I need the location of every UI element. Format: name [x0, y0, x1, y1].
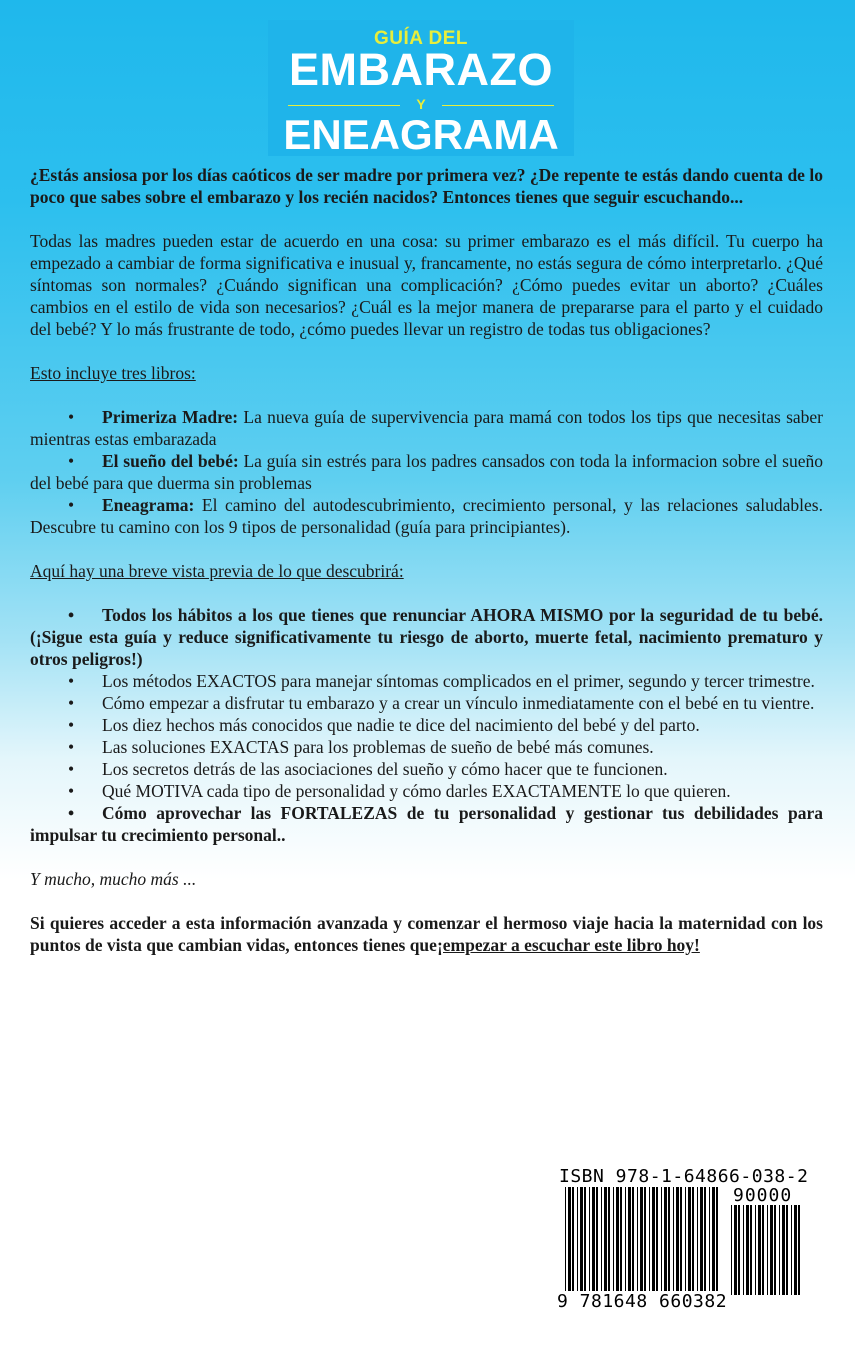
- barcode-bar: [731, 1205, 732, 1295]
- barcode-bar: [637, 1187, 638, 1295]
- barcode-bar: [738, 1205, 740, 1295]
- barcode-bar: [685, 1187, 686, 1295]
- barcode-bar: [716, 1187, 718, 1295]
- bullet-glyph: •: [68, 451, 75, 471]
- bullet-glyph: •: [68, 671, 75, 691]
- barcode-bar: [616, 1187, 619, 1295]
- barcode-bar: [697, 1187, 698, 1295]
- books-list: [30, 406, 823, 538]
- bullet-glyph: •: [68, 715, 75, 735]
- barcode-bar: [786, 1205, 788, 1295]
- logo-connector: [288, 98, 554, 112]
- book-description: La nueva guía de supervivencia para mamá con todos los tips que necesitas saber mientras estas embarazada: [30, 407, 823, 449]
- barcode-bar: [712, 1187, 715, 1295]
- barcode-bar: [755, 1205, 756, 1295]
- logo-rule-right: [442, 105, 554, 106]
- barcode-bar: [628, 1187, 631, 1295]
- isbn-barcode: [553, 1163, 810, 1315]
- barcode-bar: [762, 1205, 764, 1295]
- preview-item-text: Los diez hechos más conocidos que nadie te dice del nacimiento del bebé y del parto.: [102, 715, 700, 735]
- barcode-bar: [613, 1187, 614, 1295]
- barcode-bar: [791, 1205, 792, 1295]
- list-item: [30, 450, 823, 494]
- preview-item-text: Cómo empezar a disfrutar tu embarazo y a crear un vínculo inmediatamente con el bebé en tu vientre.: [102, 693, 815, 713]
- price-code: 90000: [733, 1185, 793, 1206]
- list-item: [30, 780, 823, 802]
- barcode-bar: [782, 1205, 785, 1295]
- logo-connector-y: Y: [416, 96, 426, 112]
- barcode-bar: [632, 1187, 634, 1295]
- barcode-bar: [620, 1187, 622, 1295]
- logo-line-guia: GUÍA DEL: [373, 28, 469, 49]
- preview-item-text: Las soluciones EXACTAS para los problemas de sueño de bebé más comunes.: [102, 737, 654, 757]
- barcode-bar: [652, 1187, 655, 1295]
- barcode-bar: [779, 1205, 780, 1295]
- barcode-bar: [565, 1187, 566, 1295]
- list-item: [30, 406, 823, 450]
- barcode-bar: [673, 1187, 674, 1295]
- bullet-glyph: •: [68, 737, 75, 757]
- barcode-bar: [640, 1187, 643, 1295]
- barcode-bar: [604, 1187, 607, 1295]
- barcode-bar: [668, 1187, 670, 1295]
- closing-paragraph: [30, 912, 823, 956]
- list-item: [30, 494, 823, 538]
- barcode-bar: [649, 1187, 650, 1295]
- bullet-glyph: •: [68, 803, 75, 823]
- barcode-bar: [584, 1187, 586, 1295]
- book-title: Eneagrama:: [102, 495, 195, 515]
- closing-text: Si quieres acceder a esta información avanzada y comenzar el hermoso viaje hacia la maternidad con los puntos de vista que cambian vidas, entonces tienes que: [30, 913, 823, 955]
- intro-paragraph: ¿Estás ansiosa por los días caóticos de ser madre por primera vez? ¿De repente te estás dando cuenta de lo poco que sabes sobre el embarazo y los recién nacidos? Entonces tienes que seguir escuchando...: [30, 165, 823, 207]
- barcode-bar: [734, 1205, 737, 1295]
- list-item: [30, 802, 823, 846]
- barcode-bar: [709, 1187, 710, 1295]
- logo-line-embarazo: EMBARAZO: [289, 44, 553, 95]
- preview-list: [30, 604, 823, 846]
- barcode-bar: [592, 1187, 595, 1295]
- barcode-bar: [680, 1187, 682, 1295]
- list-item: [30, 670, 823, 692]
- closing-cta: ¡empezar a escuchar este libro hoy!: [436, 935, 700, 955]
- list-item: [30, 604, 823, 670]
- barcode-bar: [688, 1187, 691, 1295]
- preview-item-text: Los secretos detrás de las asociaciones del sueño y cómo hacer que te funcionen.: [102, 759, 668, 779]
- barcode-bar: [692, 1187, 694, 1295]
- list-item: [30, 736, 823, 758]
- book-description: La guía sin estrés para los padres cansados con toda la informacion sobre el sueño del bebé para que duerma sin problemas: [30, 451, 823, 493]
- bullet-glyph: •: [68, 407, 75, 427]
- barcode-bar: [580, 1187, 583, 1295]
- barcode-bar: [770, 1205, 773, 1295]
- preview-item-text: Cómo aprovechar las FORTALEZAS de tu personalidad y gestionar tus debilidades para impulsar tu crecimiento personal..: [30, 803, 823, 845]
- barcode-bar: [596, 1187, 598, 1295]
- bullet-glyph: •: [68, 605, 75, 625]
- bullet-glyph: •: [68, 781, 75, 801]
- book-description: El camino del autodescubrimiento, crecimiento personal, y las relaciones saludables. Descubre tu camino con los 9 tipos de personalidad (guía para principiantes).: [30, 495, 823, 537]
- barcode-bar: [750, 1205, 752, 1295]
- barcode-bar: [664, 1187, 667, 1295]
- preview-item-text: Los métodos EXACTOS para manejar síntomas complicados en el primer, segundo y tercer trimestre.: [102, 671, 815, 691]
- books-heading: Esto incluye tres libros:: [30, 363, 196, 383]
- barcode-bar: [743, 1205, 744, 1295]
- barcode-bar: [774, 1205, 776, 1295]
- barcode-bar: [767, 1205, 768, 1295]
- preview-heading: Aquí hay una breve vista previa de lo que descubrirá:: [30, 561, 404, 581]
- barcode-bar: [794, 1205, 797, 1295]
- barcode-bar: [661, 1187, 662, 1295]
- preview-item-text: Todos los hábitos a los que tienes que renunciar AHORA MISMO por la seguridad de tu bebé. (¡Sigue esta guía y reduce significativamente tu riesgo de aborto, muerte fetal, nacimiento prematuro y otros peligros!): [30, 605, 823, 669]
- barcode-bar: [676, 1187, 679, 1295]
- list-item: [30, 758, 823, 780]
- body-paragraph: Todas las madres pueden estar de acuerdo en una cosa: su primer embarazo es el más difícil. Tu cuerpo ha empezado a cambiar de forma significativa e inusual y, francamente, no estás segura de cómo interpretarlo. ¿Qué síntomas son normales? ¿Cuándo significan una complicación? ¿Cómo puedes evitar un aborto? ¿Cuáles cambios en el estilo de vida son necesarios? ¿Cuál es la mejor manera de prepararse para el parto y el cuidado del bebé? Y lo más frustrante de todo, ¿cómo puedes llevar un registro de todas tus obligaciones?: [30, 231, 823, 339]
- list-item: [30, 714, 823, 736]
- barcode-bar: [608, 1187, 610, 1295]
- barcode-digits: 9 781648 660382: [557, 1291, 728, 1312]
- barcode-bar: [568, 1187, 571, 1295]
- logo-line-eneagrama: ENEAGRAMA: [283, 111, 559, 158]
- barcode-bar: [746, 1205, 749, 1295]
- barcode-bar: [704, 1187, 706, 1295]
- barcode-bar: [700, 1187, 703, 1295]
- barcode-bar: [572, 1187, 574, 1295]
- bullet-glyph: •: [68, 495, 75, 515]
- back-cover-text: [30, 164, 823, 956]
- barcode-bar: [589, 1187, 590, 1295]
- book-title: El sueño del bebé:: [102, 451, 239, 471]
- barcode-bar: [625, 1187, 626, 1295]
- bullet-glyph: •: [68, 693, 75, 713]
- barcode-bar: [577, 1187, 578, 1295]
- and-more-text: Y mucho, mucho más ...: [30, 869, 197, 889]
- barcode-bar: [798, 1205, 800, 1295]
- barcode-bar: [656, 1187, 658, 1295]
- book-title: Primeriza Madre:: [102, 407, 239, 427]
- barcode-bar: [601, 1187, 602, 1295]
- list-item: [30, 692, 823, 714]
- barcode-bar: [758, 1205, 761, 1295]
- preview-item-text: Qué MOTIVA cada tipo de personalidad y cómo darles EXACTAMENTE lo que quieren.: [102, 781, 731, 801]
- book-title-logo: [268, 20, 574, 156]
- isbn-number: ISBN 978-1-64866-038-2: [559, 1166, 809, 1187]
- bullet-glyph: •: [68, 759, 75, 779]
- barcode-bar: [644, 1187, 646, 1295]
